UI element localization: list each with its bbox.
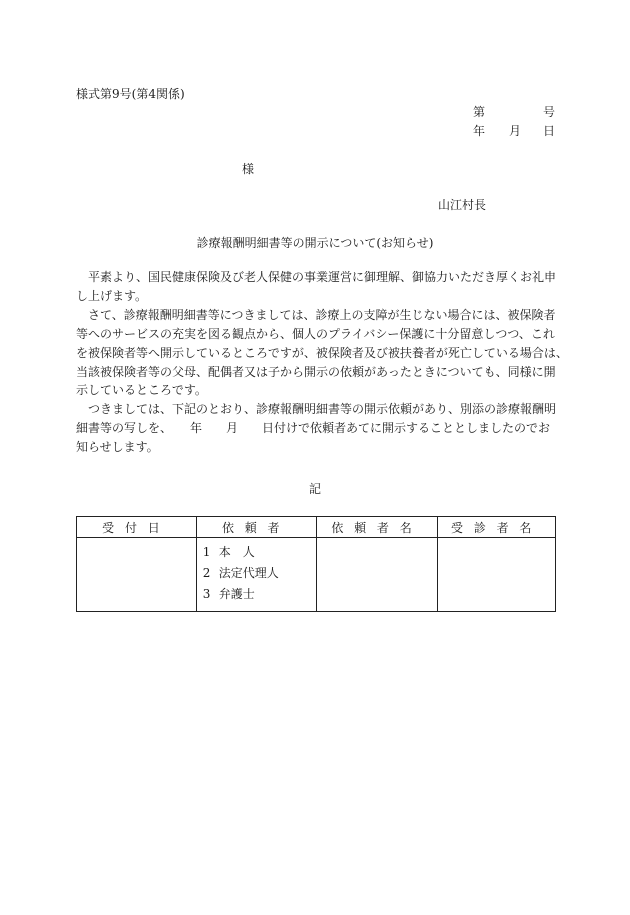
body-text [76,268,568,457]
cell-requester [196,538,316,612]
option-label: 法定代理人 [218,566,279,580]
document-number-suffix: 号 [543,105,556,119]
body-line: つきましては、下記のとおり、診療報酬明細書等の開示依頼があり、別添の診療報酬明 [88,402,557,417]
sender: 山江村長 [438,198,487,212]
header-patient-name: 受診者名 [438,517,556,538]
option-number: 2 [202,566,211,580]
document-title: 診療報酬明細書等の開示について(お知らせ) [196,236,434,250]
cell-patient-name [438,538,556,612]
paragraph-greeting [76,268,562,306]
option-number: 1 [202,545,211,559]
requester-option [203,544,316,565]
date-month-label: 月 [509,124,522,138]
table-header-row [77,517,556,538]
body-line: 細書等の写しを、 年 月 日付けで依頼者あてに開示することとしましたのでお [76,421,551,436]
header-receipt-date: 受付日 [77,517,197,538]
body-line: 示しているところです。 [76,383,207,398]
header-requester: 依頼者 [196,517,316,538]
body-line: 平素より、国民健康保険及び老人保健の事業運営に御理解、御協力いただき厚くお礼申 [88,270,557,284]
body-line: 当該被保険者等の父母、配偶者又は子から開示の依頼があったときについても、同様に開 [76,364,556,379]
date-year-label: 年 [473,124,486,138]
disclosure-table [76,516,556,612]
note-label: 記 [308,482,321,496]
option-label: 弁護士 [218,587,255,601]
body-line: さて、診療報酬明細書等につきましては、診療上の支障が生じない場合には、被保険者 [88,307,556,322]
body-line: 知らせします。 [76,440,159,455]
requester-option [203,565,316,586]
date-day-label: 日 [543,124,556,138]
form-number: 様式第9号(第4関係) [76,87,185,101]
table-row [77,538,556,612]
body-line: 等へのサービスの充実を図る観点から、個人のプライバシー保護に十分留意しつつ、これ [76,326,555,341]
requester-option [203,586,316,607]
body-line: を被保険者等へ開示しているところですが、被保険者及び被扶養者が死亡している場合は、 [76,345,568,360]
cell-receipt-date [77,538,197,612]
paragraph-explanation [76,306,568,401]
addressee: 様 [242,162,255,176]
cell-requester-name [316,538,438,612]
body-line: し上げます。 [76,288,148,303]
option-number: 3 [202,587,211,601]
option-label: 本 人 [218,545,255,559]
paragraph-notice [76,400,562,457]
requester-options [197,538,316,607]
header-requester-name: 依頼者名 [316,517,438,538]
document-number-label: 第 [473,105,486,119]
